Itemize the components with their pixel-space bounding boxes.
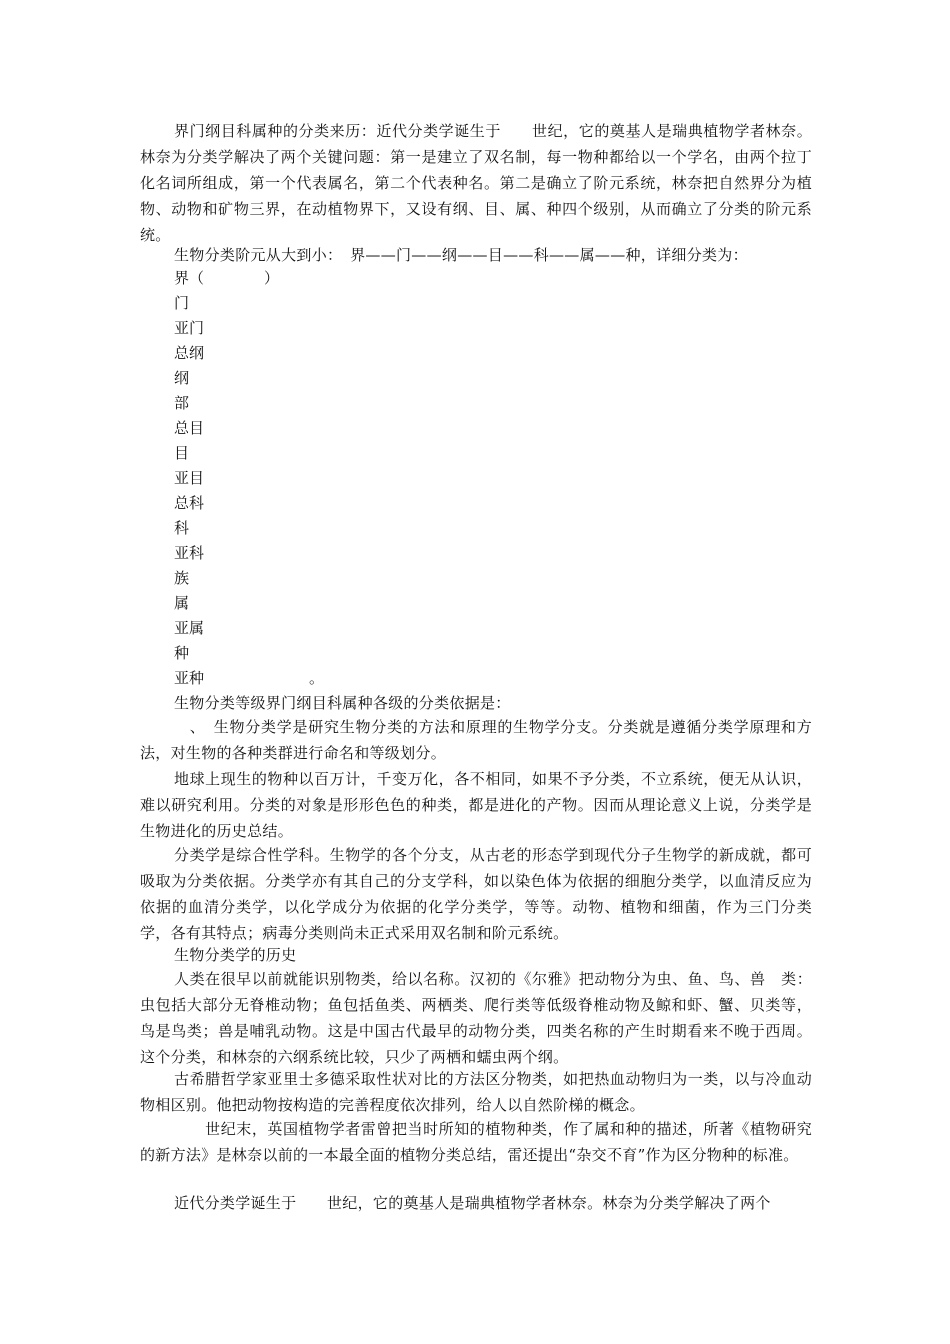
rank-item: 亚科 — [174, 544, 205, 562]
rank-item: 属 — [174, 594, 190, 612]
rank-item: 纲 — [174, 369, 190, 387]
rank-subspecies: 亚种 。 — [174, 669, 325, 687]
rank-item: 目 — [174, 444, 190, 462]
paragraph-basis-heading: 生物分类等级界门纲目科属种各级的分类依据是： — [174, 694, 511, 712]
rank-item: 族 — [174, 569, 190, 587]
paragraph-origin: 界门纲目科属种的分类来历：近代分类学诞生于 世纪，它的奠基人是瑞典植物学者林奈。林奈为分类学解决了两个关键问题：第一是建立了双名制，每一物种都给以一个学名，由两个拉丁化名词所组成，第一个代表属名，第二个代表种名。第二是确立了阶元系统，林奈把自然界分为植物、动物和矿物三界，在动植物界下，又设有纲、目、属、种四个级别，从而确立了分类的阶元系统。 — [140, 122, 812, 244]
paragraph-modern-taxonomy: 近代分类学诞生于 世纪，它的奠基人是瑞典植物学者林奈。林奈为分类学解决了两个 — [174, 1194, 771, 1212]
rank-item: 亚门 — [174, 319, 205, 337]
paragraph-significance: 地球上现生的物种以百万计，千变万化，各不相同，如果不予分类，不立系统，便无从认识，难以研究利用。分类的对象是形形色色的种类，都是进化的产物。因而从理论意义上说，分类学是生物进化的历史总结。 — [140, 770, 812, 840]
rank-item: 总目 — [174, 419, 205, 437]
rank-item: 部 — [174, 394, 190, 412]
rank-kingdom: 界（ ） — [174, 269, 280, 287]
rank-item: 种 — [174, 644, 190, 662]
paragraph-ray: 世纪末，英国植物学者雷曾把当时所知的植物种类，作了属和种的描述，所著《植物研究的新方法》是林奈以前的一本最全面的植物分类总结，雷还提出“杂交不育”作为区分物种的标准。 — [140, 1120, 812, 1164]
rank-item: 总科 — [174, 494, 205, 512]
paragraph-comprehensive: 分类学是综合性学科。生物学的各个分支，从古老的形态学到现代分子生物学的新成就，都可吸取为分类依据。分类学亦有其自己的分支学科，如以染色体为依据的细胞分类学，以血清反应为依据的血清分类学，以化学成分为依据的化学分类学，等等。动物、植物和细菌，作为三门分类学，各有其特点；病毒分类则尚未正式采用双名制和阶元系统。 — [140, 846, 812, 942]
paragraph-aristotle: 古希腊哲学家亚里士多德采取性状对比的方法区分物类，如把热血动物归为一类，以与冷血动物相区别。他把动物按构造的完善程度依次排列，给人以自然阶梯的概念。 — [140, 1070, 812, 1114]
section-heading-history: 生物分类学的历史 — [174, 946, 297, 964]
rank-item: 门 — [174, 294, 190, 312]
paragraph-rank-order: 生物分类阶元从大到小： 界——门——纲——目——科——属——种，详细分类为： — [174, 246, 748, 264]
rank-item: 亚属 — [174, 619, 205, 637]
paragraph-ancient-china: 人类在很早以前就能识别物类，给以名称。汉初的《尔雅》把动物分为虫、鱼、鸟、兽 类：虫包括大部分无脊椎动物；鱼包括鱼类、两栖类、爬行类等低级脊椎动物及鲸和虾、蟹、贝类等，鸟是鸟类；兽是哺乳动物。这是中国古代最早的动物分类，四类名称的产生时期看来不晚于西周。这个分类，和林奈的六纲系统比较，只少了两栖和蠕虫两个纲。 — [140, 970, 812, 1066]
rank-item: 亚目 — [174, 469, 205, 487]
rank-item: 总纲 — [174, 344, 205, 362]
paragraph-definition: 、 生物分类学是研究生物分类的方法和原理的生物学分支。分类就是遵循分类学原理和方法，对生物的各种类群进行命名和等级划分。 — [140, 718, 812, 762]
rank-item: 科 — [174, 519, 190, 537]
